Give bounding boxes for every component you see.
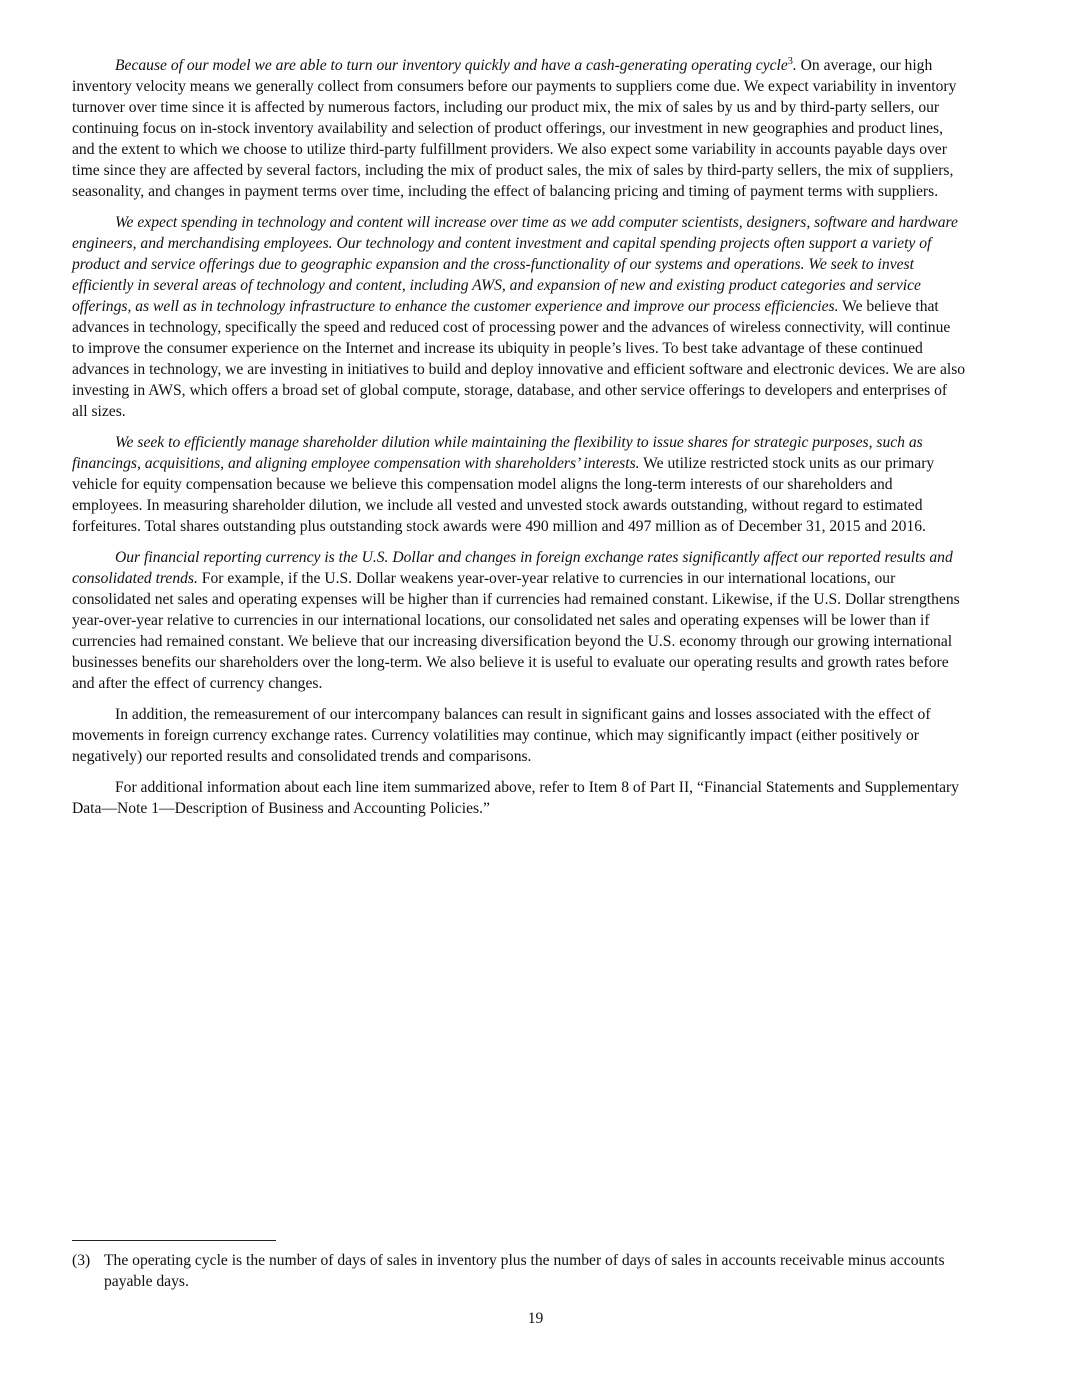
page-number: 19 — [527, 1310, 544, 1327]
footnote-text: The operating cycle is the number of days of sales in inventory plus the number of days of sales in accounts receivable minus accounts payable days. — [104, 1252, 945, 1290]
paragraph-lead: Because of our model we are able to turn our inventory quickly and have a cash-generating operating cycle — [115, 57, 788, 74]
paragraph-technology — [72, 212, 966, 422]
paragraph-lead: We seek to efficiently manage shareholder dilution while maintaining the flexibility to issue shares for strategic purposes, such as financings, acquisitions, and aligning employee compensation with shareholders’ interests. — [72, 434, 923, 472]
paragraph-lead: We expect spending in technology and content will increase over time as we add computer scientists, designers, software and hardware engineers, and merchandising employees. Our technology and content investment and capital spending projects often support a variety of product and service offerings due to geographic expansion and the cross-functionality of our systems and operations. We seek to invest efficiently in several areas of technology and content, including AWS, and expansion of new and existing product categories and service offerings, as well as in technology infrastructure to enhance the customer experience and improve our process efficiencies. — [72, 214, 958, 315]
paragraph-remeasurement — [72, 704, 966, 767]
footnote-reference: 3 — [787, 55, 793, 67]
paragraph-additional-info — [72, 777, 966, 819]
paragraph-lead: Our financial reporting currency is the U.S. Dollar and changes in foreign exchange rates significantly affect our reported results and consolidated trends. — [72, 549, 953, 587]
paragraph-lead-end: . — [792, 57, 797, 74]
paragraph-text: For example, if the U.S. Dollar weakens year-over-year relative to currencies in our international locations, our consolidated net sales and operating expenses will be higher than if currencies had remained constant. Likewise, if the U.S. Dollar strengthens year-over-year relative to currencies in our international locations, our consolidated net sales and operating expenses will be lower than if currencies had remained constant. We believe that our increasing diversification beyond the U.S. economy through our growing international businesses benefits our shareholders over the long-term. We also believe it is useful to evaluate our operating results and growth rates before and after the effect of currency changes. — [72, 570, 960, 692]
paragraph-text: In addition, the remeasurement of our intercompany balances can result in significant gains and losses associated with the effect of movements in foreign currency exchange rates. Currency volatilities may continue, which may significantly impact (either positively or negatively) our reported results and consolidated trends and comparisons. — [72, 706, 931, 765]
paragraph-dilution — [72, 432, 966, 537]
paragraph-text: We believe that advances in technology, specifically the speed and reduced cost of processing power and the advances of wireless connectivity, will continue to improve the consumer experience on the Internet and increase its ubiquity in people’s lives. To best take advantage of these continued advances in technology, we are investing in initiatives to build and deploy innovative and efficient software and electronic devices. We are also investing in AWS, which offers a broad set of global compute, storage, database, and other service offerings to developers and enterprises of all sizes. — [72, 298, 966, 420]
paragraph-currency — [72, 547, 966, 694]
paragraph-inventory — [72, 55, 966, 202]
footnote-divider — [72, 1240, 276, 1241]
footnote-marker: (3) — [72, 1252, 91, 1269]
footnote — [72, 1250, 966, 1292]
paragraph-text: We utilize restricted stock units as our primary vehicle for equity compensation because we believe this compensation model aligns the long-term interests of our shareholders and employees. In measuring shareholder dilution, we include all vested and unvested stock awards outstanding, without regard to estimated forfeitures. Total shares outstanding plus outstanding stock awards were 490 million and 497 million as of December 31, 2015 and 2016. — [72, 455, 935, 535]
body-text — [72, 55, 966, 829]
paragraph-text: On average, our high inventory velocity means we generally collect from consumers before our payments to suppliers come due. We expect variability in inventory turnover over time since it is affected by numerous factors, including our product mix, the mix of sales by us and by third-party sellers, our continuing focus on in-stock inventory availability and selection of product offerings, our investment in new geographies and product lines, and the extent to which we choose to utilize third-party fulfillment providers. We also expect some variability in accounts payable days over time since they are affected by several factors, including the mix of product sales, the mix of sales by third-party sellers, the mix of suppliers, seasonality, and changes in payment terms over time, including the effect of balancing pricing and timing of payment terms with suppliers. — [72, 57, 957, 200]
paragraph-text: For additional information about each line item summarized above, refer to Item 8 of Part II, “Financial Statements and Supplementary Data—Note 1—Description of Business and Accounting Policies.” — [72, 779, 959, 817]
